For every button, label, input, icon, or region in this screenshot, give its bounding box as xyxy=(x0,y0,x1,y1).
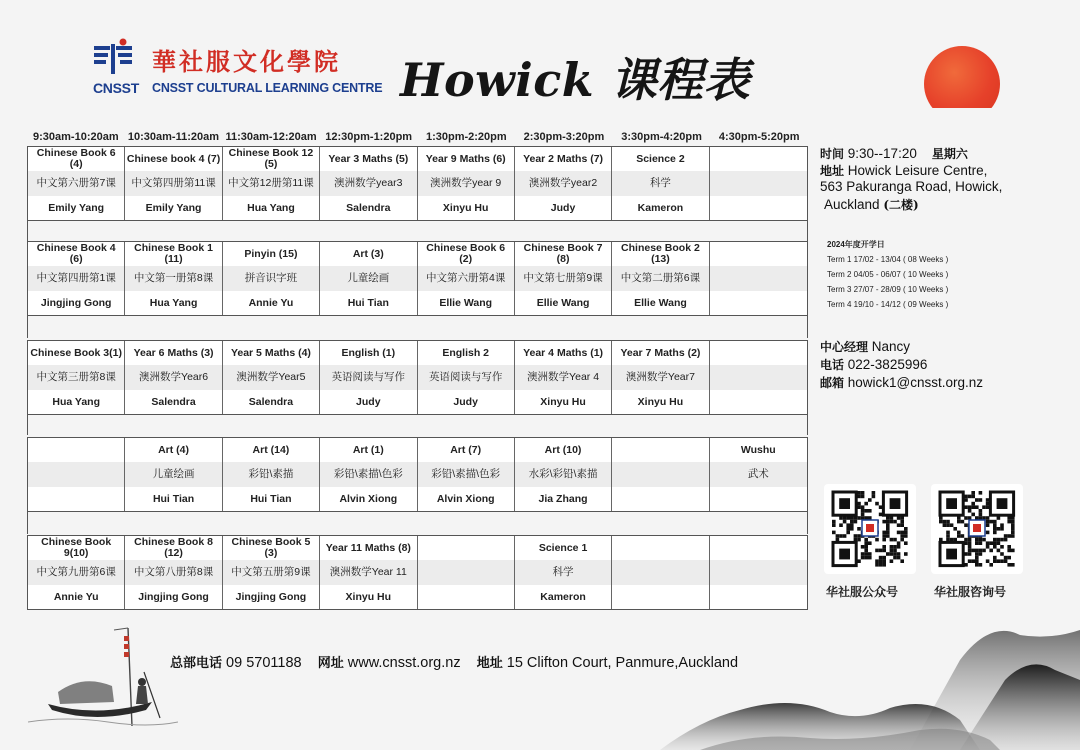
block-separator xyxy=(27,512,808,534)
course-description: 中文第四册第11课 xyxy=(125,171,222,196)
course-description: 彩铅\素描\色彩 xyxy=(320,462,417,487)
teacher-name: Alvin Xiong xyxy=(320,487,417,511)
email-address: howick1@cnsst.org.nz xyxy=(847,375,984,390)
teacher-name: Judy xyxy=(515,196,612,220)
course-description: 英语阅读与写作 xyxy=(418,365,515,390)
address-line-3 xyxy=(824,196,919,213)
footer-address: 15 Clifton Court, Panmure,Auckland xyxy=(506,655,739,671)
teacher-name xyxy=(28,487,125,511)
teacher-name: Annie Yu xyxy=(223,291,320,315)
email-label: 邮箱 xyxy=(820,376,845,390)
cnsst-logo-icon xyxy=(92,38,134,78)
timetable-block xyxy=(27,146,808,221)
qr-code-icon xyxy=(824,484,916,574)
course-name: Chinese Book 3(1) xyxy=(28,341,125,365)
course-name xyxy=(710,536,807,560)
course-description: 儿童绘画 xyxy=(125,462,222,487)
time-slot: 2:30pm-3:20pm xyxy=(523,131,605,143)
course-description xyxy=(612,560,709,585)
course-name: Year 2 Maths (7) xyxy=(515,147,612,171)
address-line-1 xyxy=(820,162,987,179)
course-name: Chinese Book 5 (3) xyxy=(223,536,320,560)
hotline-label: 总部电话 xyxy=(170,656,223,671)
time-slot: 1:30pm-2:20pm xyxy=(425,131,507,143)
course-name: English 2 xyxy=(418,341,515,365)
course-description xyxy=(612,462,709,487)
time-slot: 3:30pm-4:20pm xyxy=(621,131,702,143)
time-slot: 4:30pm-5:20pm xyxy=(718,131,800,143)
teacher-name: Jingjing Gong xyxy=(223,585,320,609)
website-label: 网址 xyxy=(317,656,344,671)
block-separator xyxy=(27,413,808,435)
course-description: 中文第四册第1课 xyxy=(28,266,125,291)
course-name: Chinese Book 6 (4) xyxy=(28,147,125,171)
course-name: Chinese Book 8 (12) xyxy=(125,536,222,560)
teacher-name: Hua Yang xyxy=(223,196,320,220)
teacher-name: Annie Yu xyxy=(28,585,125,609)
course-description: 澳洲数学Year 11 xyxy=(320,560,417,585)
qr-label-official: 华社服公众号 xyxy=(826,585,899,599)
teacher-name: Emily Yang xyxy=(125,196,222,220)
teacher-name: Hui Tian xyxy=(125,487,222,511)
course-description xyxy=(710,266,807,291)
teacher-name: Jingjing Gong xyxy=(125,585,222,609)
course-name: Year 11 Maths (8) xyxy=(320,536,417,560)
course-name xyxy=(710,147,807,171)
course-description xyxy=(710,365,807,390)
time-slot: 11:30am-12:20am xyxy=(225,131,317,143)
time-label: 时间 xyxy=(820,147,845,161)
course-name xyxy=(418,536,515,560)
teacher-name: Ellie Wang xyxy=(612,291,709,315)
mountains-illustration-icon xyxy=(660,600,1080,750)
course-name xyxy=(710,341,807,365)
course-description: 中文第一册第8课 xyxy=(125,266,222,291)
course-description xyxy=(710,560,807,585)
teacher-name: Hua Yang xyxy=(125,291,222,315)
teacher-name: Salendra xyxy=(320,196,417,220)
schedule-time-line xyxy=(820,145,968,162)
course-description: 澳洲数学year2 xyxy=(515,171,612,196)
manager-name: Nancy xyxy=(871,339,911,354)
course-name: Year 6 Maths (3) xyxy=(125,341,222,365)
course-description: 中文第六册第7课 xyxy=(28,171,125,196)
address-text-3: Auckland xyxy=(824,197,880,212)
logo-chinese-name: 華社服文化學院 xyxy=(152,47,341,76)
course-name: Science 1 xyxy=(515,536,612,560)
teacher-name xyxy=(612,487,709,511)
course-description: 彩铅\素描 xyxy=(223,462,320,487)
course-name: Chinese Book 4 (6) xyxy=(28,242,125,266)
time-slot: 10:30am-11:20am xyxy=(127,131,219,143)
logo-abbreviation: CNSST xyxy=(93,80,139,96)
course-name: Art (14) xyxy=(223,438,320,462)
course-name: Year 7 Maths (2) xyxy=(612,341,709,365)
teacher-name: Kameron xyxy=(612,196,709,220)
teacher-name: Xinyu Hu xyxy=(612,390,709,414)
day-value: 星期六 xyxy=(931,147,968,161)
course-description: 中文第九册第6课 xyxy=(28,560,125,585)
course-name: Chinese Book 12 (5) xyxy=(223,147,320,171)
teacher-name xyxy=(710,390,807,414)
timetable-block xyxy=(27,241,808,316)
teacher-name: Salendra xyxy=(223,390,320,414)
teacher-name xyxy=(710,196,807,220)
course-description: 澳洲数学Year 4 xyxy=(515,365,612,390)
course-description: 中文第五册第9课 xyxy=(223,560,320,585)
timetable-block xyxy=(27,437,808,512)
time-slot-header xyxy=(27,131,808,145)
course-name: Science 2 xyxy=(612,147,709,171)
footer-contact xyxy=(170,652,738,671)
course-description: 科学 xyxy=(612,171,709,196)
course-description: 彩铅\素描\色彩 xyxy=(418,462,515,487)
course-description: 中文第八册第8课 xyxy=(125,560,222,585)
course-description: 儿童绘画 xyxy=(320,266,417,291)
course-description: 拼音识字班 xyxy=(223,266,320,291)
block-separator xyxy=(27,219,808,241)
teacher-name: Hua Yang xyxy=(28,390,125,414)
qr-code-inquiry xyxy=(931,484,1023,574)
course-description: 中文第三册第8课 xyxy=(28,365,125,390)
address-floor: (二楼) xyxy=(883,198,919,212)
teacher-name: Xinyu Hu xyxy=(320,585,417,609)
course-name: Chinese Book 6 (2) xyxy=(418,242,515,266)
address-text-1: Howick Leisure Centre, xyxy=(847,163,988,178)
address-text-2: 563 Pakuranga Road, Howick, xyxy=(820,179,1003,194)
teacher-name: Judy xyxy=(320,390,417,414)
sun-decoration xyxy=(924,46,1000,108)
term-title: 2024年度开学日 xyxy=(827,240,885,249)
term-dates xyxy=(827,237,948,312)
term-item: Term 2 04/05 - 06/07 ( 10 Weeks ) xyxy=(827,270,949,279)
course-name xyxy=(612,438,709,462)
phone-number: 022-3825996 xyxy=(847,357,928,372)
course-description: 澳洲数学Year6 xyxy=(125,365,222,390)
teacher-name: Xinyu Hu xyxy=(418,196,515,220)
teacher-name: Judy xyxy=(418,390,515,414)
teacher-name: Jia Zhang xyxy=(515,487,612,511)
course-name: Year 3 Maths (5) xyxy=(320,147,417,171)
course-name: Pinyin (15) xyxy=(223,242,320,266)
term-item: Term 4 19/10 - 14/12 ( 09 Weeks ) xyxy=(827,300,949,309)
qr-code-official-account xyxy=(824,484,916,574)
course-name: Art (4) xyxy=(125,438,222,462)
phone-label: 电话 xyxy=(820,358,845,372)
page-title: Howick 课程表 xyxy=(400,53,751,107)
term-item: Term 3 27/07 - 28/09 ( 10 Weeks ) xyxy=(827,285,949,294)
course-name: Chinese book 4 (7) xyxy=(125,147,222,171)
course-name: English (1) xyxy=(320,341,417,365)
footer-address-label: 地址 xyxy=(476,656,503,671)
course-name: Art (1) xyxy=(320,438,417,462)
course-name: Art (3) xyxy=(320,242,417,266)
course-name: Art (7) xyxy=(418,438,515,462)
teacher-name xyxy=(710,291,807,315)
teacher-name: Ellie Wang xyxy=(418,291,515,315)
course-name: Chinese Book 9(10) xyxy=(28,536,125,560)
course-name xyxy=(28,438,125,462)
teacher-name: Jingjing Gong xyxy=(28,291,125,315)
course-description: 澳洲数学year3 xyxy=(320,171,417,196)
course-description: 中文第二册第6课 xyxy=(612,266,709,291)
course-name: Year 5 Maths (4) xyxy=(223,341,320,365)
address-label: 地址 xyxy=(820,164,845,178)
course-description xyxy=(418,560,515,585)
course-name xyxy=(612,536,709,560)
timetable-block xyxy=(27,535,808,610)
term-item: Term 1 17/02 - 13/04 ( 08 Weeks ) xyxy=(827,255,949,264)
course-name: Year 4 Maths (1) xyxy=(515,341,612,365)
course-name: Year 9 Maths (6) xyxy=(418,147,515,171)
course-description: 澳洲数学Year7 xyxy=(612,365,709,390)
teacher-name: Hui Tian xyxy=(223,487,320,511)
course-name: Art (10) xyxy=(515,438,612,462)
course-name: Chinese Book 1 (11) xyxy=(125,242,222,266)
boat-illustration-icon xyxy=(28,622,178,730)
course-name: Chinese Book 7 (8) xyxy=(515,242,612,266)
course-description: 水彩\彩铅\素描 xyxy=(515,462,612,487)
manager-line xyxy=(820,338,910,355)
time-slot: 12:30pm-1:20pm xyxy=(325,131,413,143)
course-description: 中文第六册第4课 xyxy=(418,266,515,291)
teacher-name: Kameron xyxy=(515,585,612,609)
email-line xyxy=(820,374,983,391)
course-description: 澳洲数学Year5 xyxy=(223,365,320,390)
course-description: 武术 xyxy=(710,462,807,487)
teacher-name: Salendra xyxy=(125,390,222,414)
website-link[interactable]: www.cnsst.org.nz xyxy=(347,655,461,671)
course-description xyxy=(28,462,125,487)
manager-label: 中心经理 xyxy=(820,340,869,354)
course-description xyxy=(710,171,807,196)
teacher-name: Emily Yang xyxy=(28,196,125,220)
course-name: Wushu xyxy=(740,443,776,456)
block-separator xyxy=(27,316,808,338)
teacher-name: Alvin Xiong xyxy=(418,487,515,511)
course-name xyxy=(710,242,807,266)
course-description: 澳洲数学year 9 xyxy=(418,171,515,196)
course-description: 科学 xyxy=(515,560,612,585)
teacher-name xyxy=(418,585,515,609)
course-description: 中文第七册第9课 xyxy=(515,266,612,291)
qr-code-icon xyxy=(931,484,1023,574)
phone-line xyxy=(820,356,927,373)
course-description: 英语阅读与写作 xyxy=(320,365,417,390)
qr-label-inquiry: 华社服咨询号 xyxy=(934,585,1007,599)
time-value: 9:30--17:20 xyxy=(847,146,917,161)
teacher-name: Xinyu Hu xyxy=(515,390,612,414)
hotline-number: 09 5701188 xyxy=(226,655,302,671)
teacher-name: Hui Tian xyxy=(320,291,417,315)
time-slot: 9:30am-10:20am xyxy=(33,131,119,143)
timetable-block xyxy=(27,340,808,415)
course-description: 中文第12册第11课 xyxy=(223,171,320,196)
teacher-name xyxy=(710,487,807,511)
course-name: Chinese Book 2 (13) xyxy=(612,242,709,266)
teacher-name: Ellie Wang xyxy=(515,291,612,315)
logo-english-name: CNSST CULTURAL LEARNING CENTRE xyxy=(152,81,383,95)
